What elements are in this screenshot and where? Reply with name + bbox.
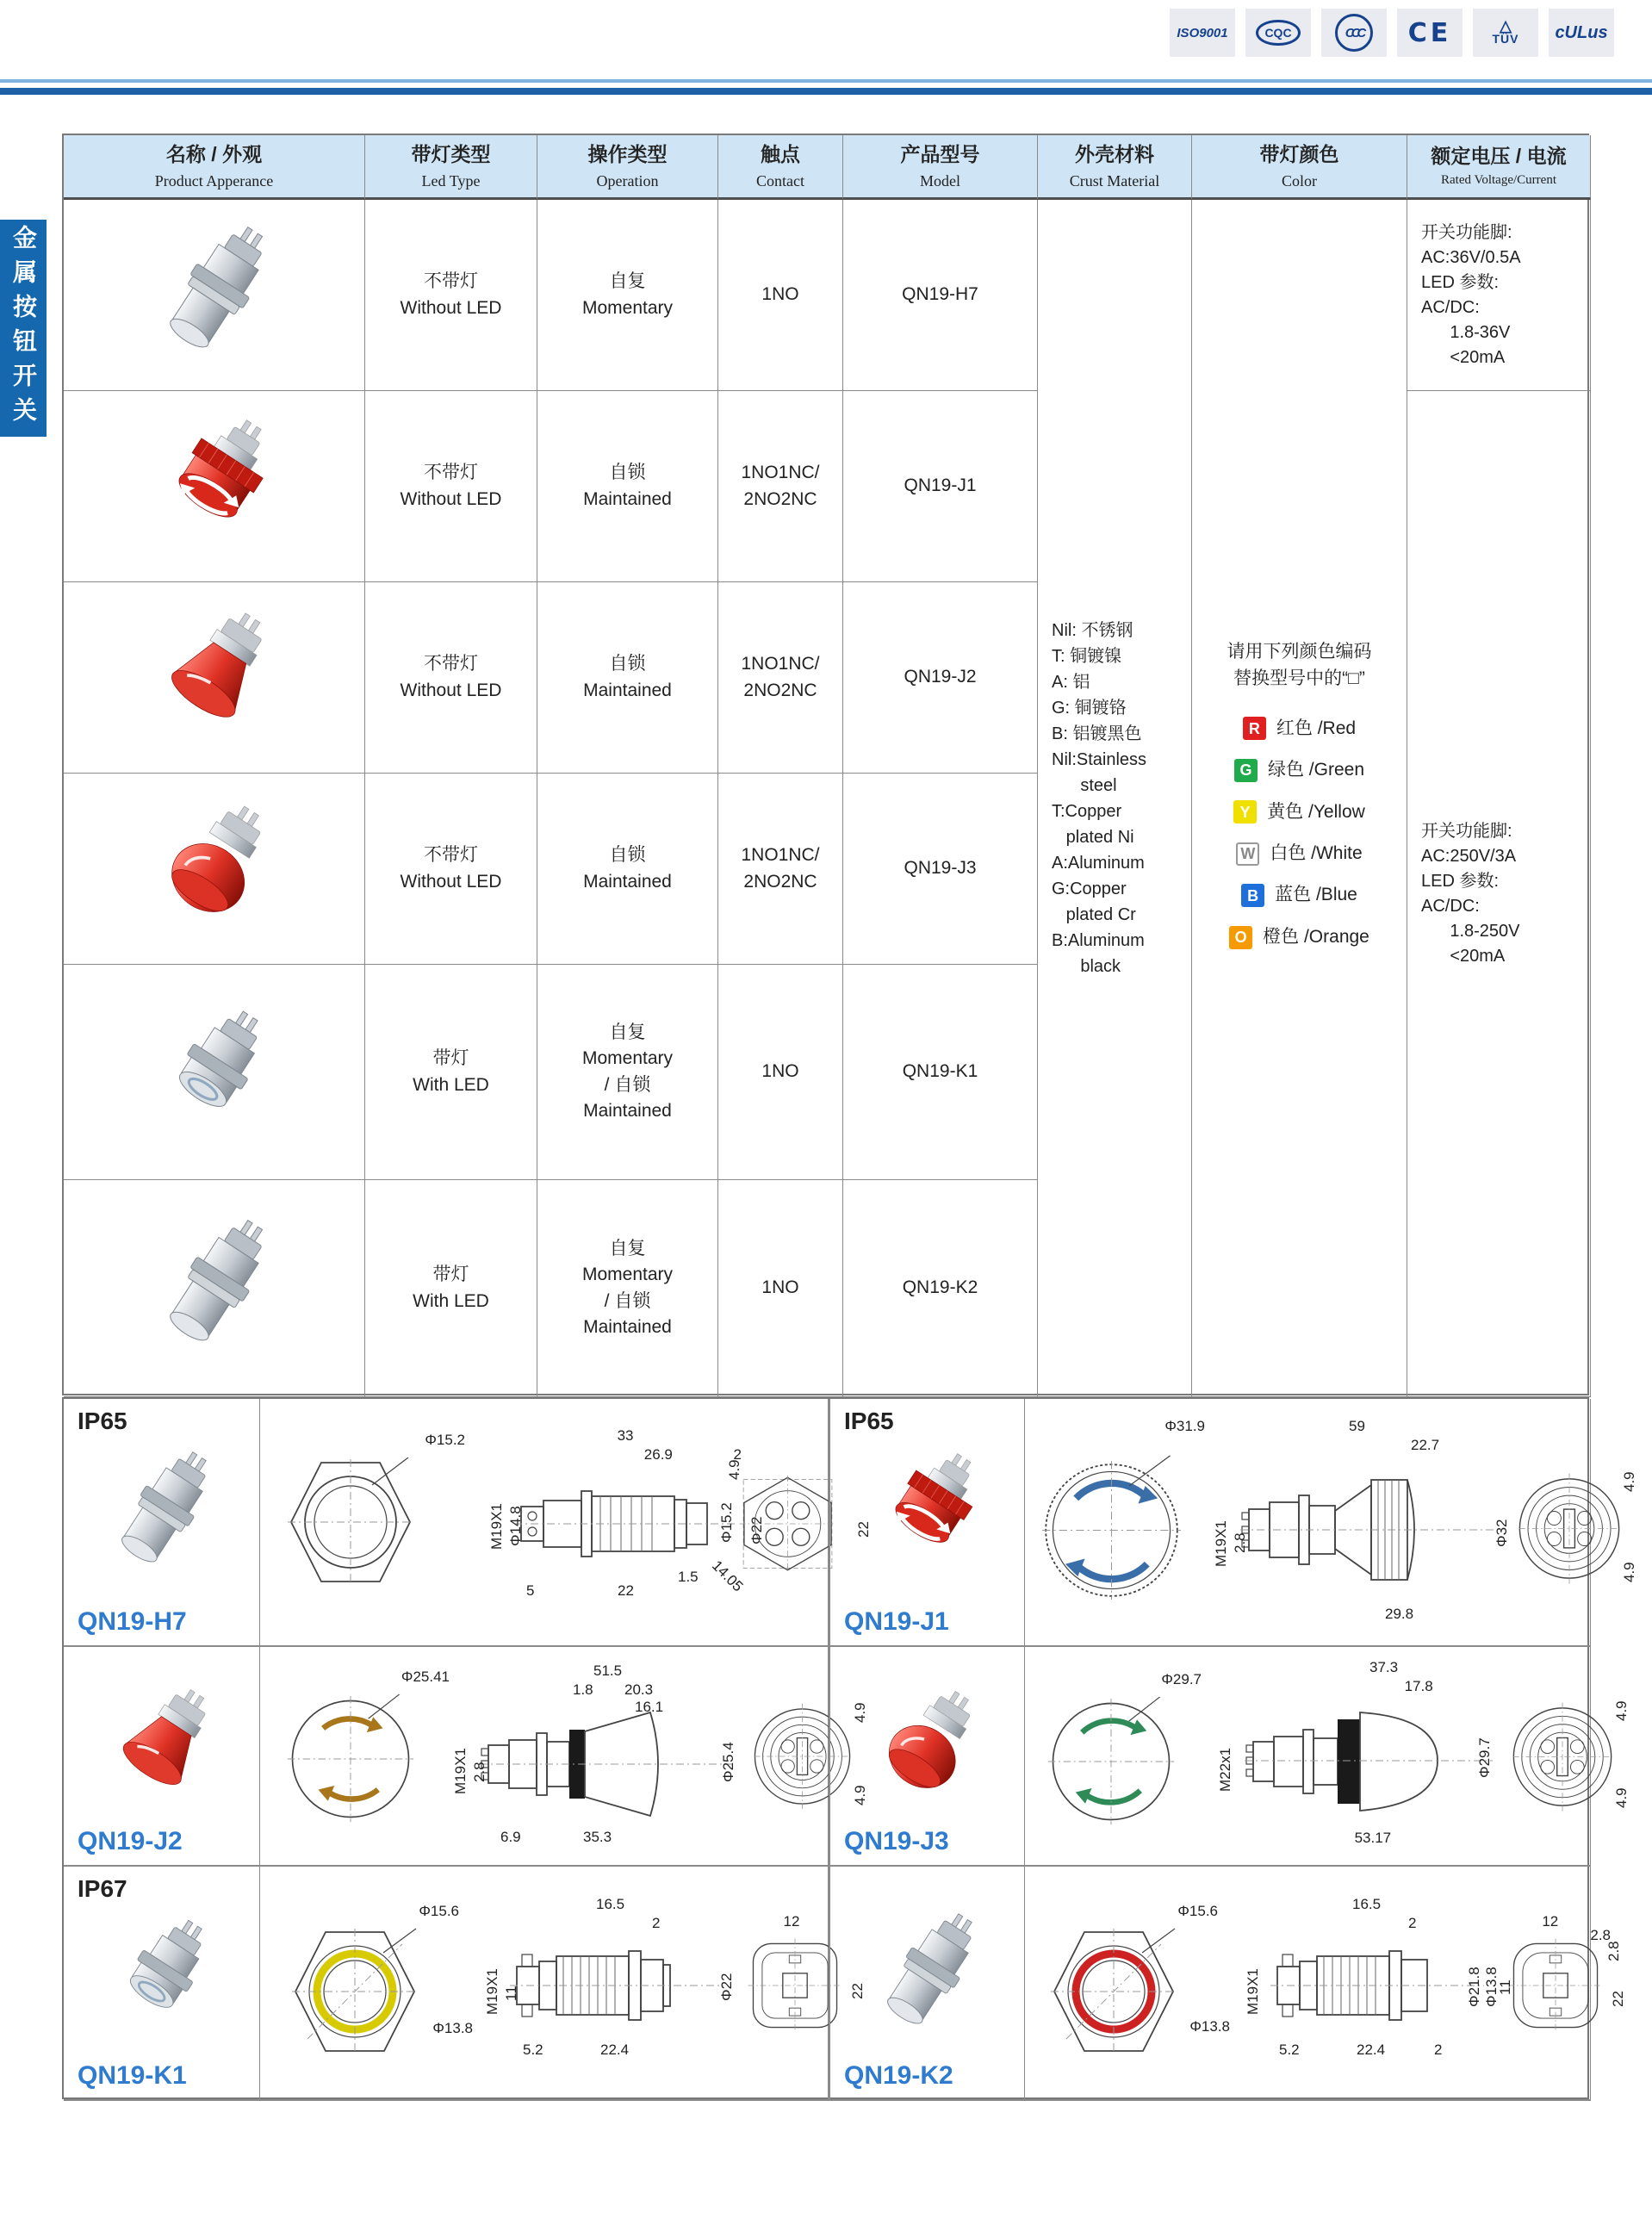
- sidebar-category-title: 金属按钮开关: [10, 225, 37, 432]
- led-type-row1: 不带灯 Without LED: [365, 200, 537, 391]
- contact-row2: 1NO1NC/ 2NO2NC: [718, 391, 843, 582]
- ip-rating-j1: IP65: [844, 1408, 894, 1434]
- orange-color-badge: O: [1229, 926, 1252, 949]
- rear-view-h7: 4.9 22 14.05: [708, 1459, 873, 1595]
- header-led-type: 带灯类型 Led Type: [365, 135, 537, 200]
- color-row-yellow: Y 黄色 /Yellow: [1233, 799, 1365, 825]
- model-row6: QN19-K2: [843, 1180, 1038, 1397]
- crust-material-cell: Nil: 不锈钢 T: 铜镀镍 A: 铝 G: 铜镀铬 B: 铝镀黑色 Nil:Stainless steel T:Copper plated Ni A:Aluminum G:Copper plated Cr B:Aluminum black: [1038, 200, 1192, 1397]
- silver-button-image: [93, 1445, 231, 1583]
- red-emergency-button-image: [859, 1445, 997, 1583]
- photo-qn19-j1: [64, 391, 365, 582]
- color-row-blue: B 蓝色 /Blue: [1241, 882, 1357, 908]
- ce-badge: [1397, 9, 1463, 57]
- divider-rule-light: [0, 79, 1652, 83]
- silver-button-image: [139, 220, 289, 370]
- spec-table: [62, 134, 1589, 1395]
- dimension-drawings: [62, 1397, 1638, 2099]
- red-cone-button-image: [93, 1680, 231, 1818]
- model-row5: QN19-K1: [843, 965, 1038, 1180]
- rear-view-j3: 4.9 4.9: [1512, 1699, 1613, 1815]
- contact-row1: 1NO: [718, 200, 843, 391]
- operation-row5: 自复 Momentary / 自锁 Maintained: [537, 965, 718, 1180]
- rear-view-j1: 4.9 4.9: [1518, 1466, 1621, 1591]
- green-color-badge: G: [1234, 759, 1258, 782]
- contact-row3: 1NO1NC/ 2NO2NC: [718, 582, 843, 774]
- model-label-j1: QN19-J1: [844, 1607, 949, 1636]
- led-type-row2: 不带灯 Without LED: [365, 391, 537, 582]
- led-type-row6: 带灯 With LED: [365, 1180, 537, 1397]
- side-view-j3: 37.3 17.8 M22x1 Φ29.7 53.17: [1217, 1659, 1494, 1846]
- cqc-label: CQC: [1256, 20, 1300, 46]
- header-model: 产品型号 Model: [843, 135, 1038, 200]
- model-label-k2: QN19-K2: [844, 2061, 953, 2090]
- front-view-k2: Φ15.6 Φ13.8: [1049, 1927, 1178, 2056]
- drawing-photo-qn19-k2: [829, 1867, 1025, 2101]
- header-operation: 操作类型 Operation: [537, 135, 718, 200]
- drawing-photo-qn19-j2: [64, 1647, 260, 1867]
- iso9001-label: ISO9001: [1177, 25, 1228, 40]
- color-note: 请用下列颜色编码 替换型号中的“□”: [1227, 641, 1372, 689]
- sidebar-category-tab: [0, 220, 47, 437]
- operation-row4: 自锁 Maintained: [537, 774, 718, 965]
- operation-row6: 自复 Momentary / 自锁 Maintained: [537, 1180, 718, 1397]
- color-codes-cell: [1192, 200, 1407, 1397]
- side-view-h7: 33 26.9 2 M19X1 Φ14.8 5 22 1.5 Φ15.2 Φ22: [488, 1427, 765, 1599]
- model-label-j2: QN19-J2: [78, 1827, 183, 1855]
- header-contact: 触点 Contact: [718, 135, 843, 200]
- iso9001-badge: [1170, 9, 1235, 57]
- model-label-k1: QN19-K1: [78, 2061, 187, 2090]
- drawing-photo-qn19-j1: [829, 1399, 1025, 1647]
- divider-rule-dark: [0, 88, 1652, 95]
- ip-rating-h7: IP65: [78, 1408, 127, 1434]
- red-emergency-button-image: [139, 411, 289, 562]
- model-row3: QN19-J2: [843, 582, 1038, 774]
- header-color: 带灯颜色 Color: [1192, 135, 1407, 200]
- photo-qn19-j3: [64, 774, 365, 965]
- silver-tall-button-image: [139, 1213, 289, 1364]
- tuv-triangle-icon: △: [1500, 17, 1512, 34]
- ce-label: CE: [1407, 17, 1452, 48]
- rear-view-k1: 12 22: [747, 1937, 843, 2034]
- front-view-j1: Φ31.9: [1040, 1451, 1183, 1610]
- rear-view-k2: 12 2.8 11 2.8 22: [1507, 1937, 1604, 2034]
- front-view-k1: Φ15.6 Φ13.8: [290, 1927, 419, 2056]
- operation-row1: 自复 Momentary: [537, 200, 718, 391]
- photo-qn19-j2: [64, 582, 365, 774]
- drawing-photo-qn19-k1: [64, 1867, 260, 2101]
- rear-view-j2: 4.9 4.9: [753, 1700, 852, 1812]
- model-label-h7: QN19-H7: [78, 1607, 187, 1636]
- tuv-badge: [1473, 9, 1538, 57]
- drawing-qn19-j3: [1025, 1647, 1630, 1867]
- red-dome-button-image: [859, 1680, 997, 1818]
- red-cone-button-image: [139, 602, 289, 753]
- rated-voltage-row1-cell: 开关功能脚: AC:36V/0.5A LED 参数: AC/DC: 1.8-36V <20mA: [1407, 200, 1591, 391]
- header-crust-material: 外壳材料 Crust Material: [1038, 135, 1192, 200]
- white-color-badge: W: [1236, 842, 1259, 866]
- drawing-photo-qn19-h7: [64, 1399, 260, 1647]
- silver-led-button-image: [139, 997, 289, 1147]
- color-row-green: G 绿色 /Green: [1234, 757, 1364, 783]
- header-product-appearance: 名称 / 外观 Product Apperance: [64, 135, 365, 200]
- drawing-qn19-k1: [260, 1867, 866, 2101]
- ccc-label: CCC: [1335, 14, 1373, 52]
- photo-qn19-h7: [64, 200, 365, 391]
- side-view-k1: 16.5 2 M19X1 11 Φ22 5.2 22.4: [484, 1896, 735, 2058]
- drawing-qn19-j2: [260, 1647, 869, 1867]
- front-view-j3: Φ29.7: [1046, 1697, 1176, 1826]
- drawing-photo-qn19-j3: [829, 1647, 1025, 1867]
- drawing-qn19-j1: [1025, 1399, 1638, 1647]
- front-view-j2: Φ25.41: [286, 1694, 415, 1824]
- drawing-qn19-k2: [1025, 1867, 1627, 2101]
- blue-color-badge: B: [1241, 884, 1264, 907]
- model-row2: QN19-J1: [843, 391, 1038, 582]
- photo-qn19-k2: [64, 1180, 365, 1397]
- photo-qn19-k1: [64, 965, 365, 1180]
- silver-led-button-image: [93, 1906, 231, 2044]
- color-row-orange: O 橙色 /Orange: [1229, 924, 1369, 950]
- rated-voltage-rest-cell: 开关功能脚: AC:250V/3A LED 参数: AC/DC: 1.8-250V <20mA: [1407, 391, 1591, 1397]
- operation-row2: 自锁 Maintained: [537, 391, 718, 582]
- side-view-j2: 51.5 1.8 20.3 16.1 M19X1 2.8 Φ25.4 6.9 35.3: [452, 1662, 737, 1845]
- red-color-badge: R: [1243, 717, 1266, 740]
- red-dome-button-image: [139, 793, 289, 944]
- cul-label: cULus: [1555, 22, 1608, 42]
- ccc-badge: [1321, 9, 1387, 57]
- model-row4: QN19-J3: [843, 774, 1038, 965]
- model-row1: QN19-H7: [843, 200, 1038, 391]
- silver-tall-button-image: [859, 1906, 997, 2044]
- model-label-j3: QN19-J3: [844, 1827, 949, 1855]
- ip-rating-k1: IP67: [78, 1875, 127, 1902]
- contact-row5: 1NO: [718, 965, 843, 1180]
- led-type-row5: 带灯 With LED: [365, 965, 537, 1180]
- operation-row3: 自锁 Maintained: [537, 582, 718, 774]
- front-view-h7: Φ15.2: [286, 1457, 415, 1587]
- certification-badges: [1170, 9, 1614, 57]
- led-type-row3: 不带灯 Without LED: [365, 582, 537, 774]
- yellow-color-badge: Y: [1233, 800, 1257, 823]
- color-row-red: R 红色 /Red: [1243, 716, 1356, 742]
- side-view-k2: 16.5 2 M19X1 Φ13.8 Φ21.8 5.2 22.4 2: [1245, 1896, 1500, 2058]
- side-view-j1: 59 22.7 M19X1 2.8 Φ32 29.8: [1213, 1418, 1510, 1622]
- contact-row4: 1NO1NC/ 2NO2NC: [718, 774, 843, 965]
- contact-row6: 1NO: [718, 1180, 843, 1397]
- led-type-row4: 不带灯 Without LED: [365, 774, 537, 965]
- tuv-label: TÜV: [1492, 32, 1519, 46]
- color-row-white: W 白色 /White: [1236, 841, 1362, 867]
- cul-badge: [1549, 9, 1614, 57]
- header-rated-voltage: 额定电压 / 电流 Rated Voltage/Current: [1407, 135, 1591, 200]
- cqc-badge: [1245, 9, 1311, 57]
